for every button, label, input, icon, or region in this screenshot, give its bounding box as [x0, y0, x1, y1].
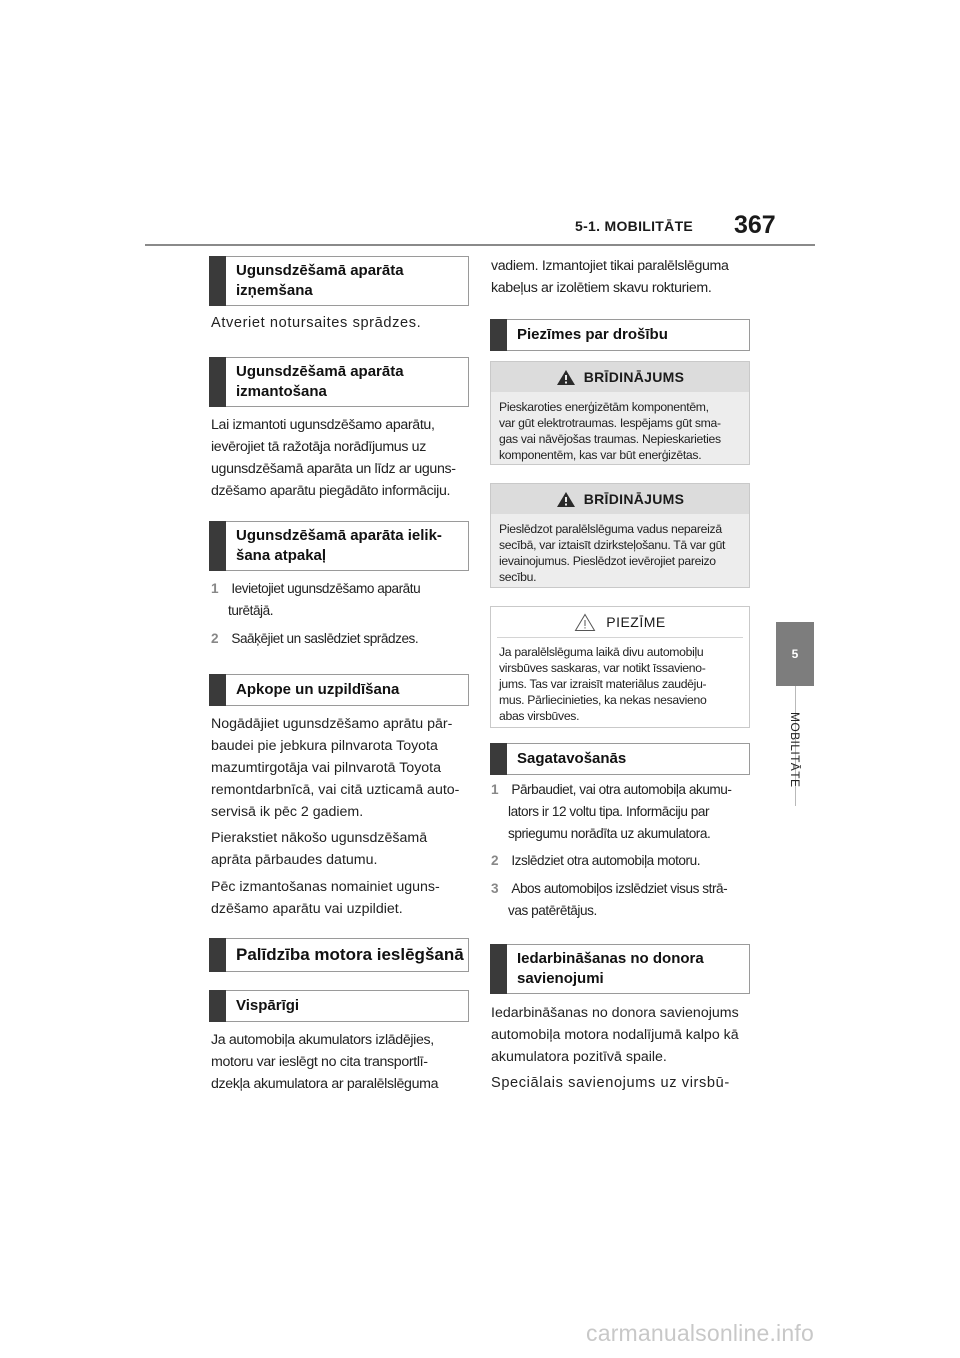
heading-jumpstart: [209, 938, 469, 972]
text-line: mus. Pārliecinieties, ka nekas nesavieno: [499, 693, 707, 707]
paragraph-usage: [211, 414, 456, 502]
list-item: [491, 779, 732, 845]
note-box: [490, 606, 750, 728]
paragraph-maintenance: [211, 713, 459, 823]
heading-text: Palīdzība motora ieslēgšanā: [236, 945, 464, 964]
text-line: Iedarbināšanas no donora savienojums: [491, 1005, 739, 1021]
text-line: ievērojiet tā ražotāja norādījumus uz: [211, 439, 426, 455]
text-line: secībā, var iztaisīt dzirksteļošanu. Tā var gūt: [499, 538, 726, 552]
heading-bar: [490, 743, 507, 775]
text-line: automobiļa motora nodalījumā kalpo kā: [491, 1027, 739, 1043]
heading-removal: [209, 256, 469, 306]
text-line: baudei pie jebkura pilnvarota Toyota: [211, 738, 438, 754]
step-text: Izslēdziet otra automobiļa motoru.: [511, 853, 701, 868]
warning-header: [491, 362, 749, 392]
warning-title: BRĪDINĀJUMS: [583, 369, 685, 385]
step-text: spriegumu norādīta uz akumulatora.: [508, 826, 711, 841]
heading-text: Ugunsdzēšamā aparāta ielik- šana atpakaļ: [236, 527, 442, 564]
chapter-number: 5: [791, 647, 799, 661]
text-line: motoru var ieslēgt no cita transportlī-: [211, 1054, 428, 1070]
text-line: Lai izmantoti ugunsdzēšamo aparātu,: [211, 417, 435, 433]
step-text: turētājā.: [228, 603, 274, 618]
paragraph-open-latches: Atveriet notursaites sprādzes.: [211, 315, 422, 331]
heading-text: Ugunsdzēšamā aparāta izņemšana: [236, 262, 404, 299]
header-divider: [145, 244, 815, 246]
paragraph-replace: [211, 876, 440, 920]
heading-text: Sagatavošanās: [517, 750, 627, 767]
chapter-tab[interactable]: [776, 622, 814, 686]
caution-triangle-icon: [574, 613, 596, 632]
note-text: [491, 638, 749, 724]
text-line: dzēšamo aparātu piegādāto informāciju.: [211, 483, 451, 499]
list-item: [491, 850, 700, 872]
step-text: vas patērētājus.: [508, 903, 597, 918]
text-line: Pieslēdzot paralēlslēguma vadus nepareizā: [499, 522, 722, 536]
heading-safety: [490, 319, 750, 351]
list-item: [491, 878, 727, 922]
heading-text: Ugunsdzēšamā aparāta izmantošana: [236, 363, 404, 400]
text-line: jums. Tas var izraisīt materiālus zaudēju-: [499, 677, 707, 691]
section-title: 5-1. MOBILITĀTE: [575, 218, 694, 234]
warning-box: [490, 361, 750, 465]
text-line: aprāta pārbaudes datumu.: [211, 852, 378, 868]
heading-bar: [490, 319, 507, 351]
text-line: var gūt elektrotraumas. Iespējams gūt sma-: [499, 416, 721, 430]
step-number: 2: [491, 853, 499, 868]
watermark: carmanualsonline.info: [586, 1320, 814, 1346]
step-number: 1: [491, 782, 499, 797]
text-line: servisā ik pēc 2 gadiem.: [211, 804, 364, 820]
note-title: PIEZĪME: [606, 614, 666, 630]
text-line: gas vai nāvējošas traumas. Nepieskarieties: [499, 432, 721, 446]
heading-bar: [209, 256, 226, 306]
text-line: Ja automobiļa akumulators izlādējies,: [211, 1032, 434, 1048]
heading-putback: [209, 521, 469, 571]
paragraph-general: [211, 1029, 438, 1095]
text-line: mazumtirgotāja vai pilnvarotā Toyota: [211, 760, 442, 776]
text-line: Pieskaroties enerģizētām komponentēm,: [499, 400, 709, 414]
text-line: Pēc izmantošanas nomainiet uguns-: [211, 879, 440, 895]
heading-bar: [209, 938, 226, 972]
warning-triangle-icon: [556, 491, 576, 508]
step-text: Abos automobiļos izslēdziet visus strā-: [511, 881, 728, 896]
text-line: remontdarbnīcā, vai citā uzticamā auto-: [211, 782, 460, 798]
heading-text: Piezīmes par drošību: [517, 326, 668, 343]
step-number: 2: [211, 631, 219, 646]
heading-maintenance: [209, 674, 469, 706]
step-text: Ievietojiet ugunsdzēšamo aparātu: [231, 581, 421, 596]
text-line: ugunsdzēšamā aparāta un līdz ar uguns-: [211, 461, 456, 477]
paragraph-special-connection: Speciālais savienojums uz virsbū-: [491, 1075, 730, 1091]
text-line: virsbūves saskaras, var notikt īssavieno-: [499, 661, 706, 675]
text-line: komponentēm, kas var būt enerģizētas.: [499, 448, 702, 462]
text-line: kabeļus ar izolētiem skavu rokturiem.: [491, 280, 712, 296]
warning-triangle-icon: [556, 369, 576, 386]
step-text: Saāķējiet un saslēdziet sprādzes.: [231, 631, 419, 646]
list-item: [211, 628, 418, 650]
warning-text: [491, 392, 749, 463]
paragraph-donor: [491, 1002, 739, 1068]
note-header: [491, 607, 749, 637]
text-line: dzekļa akumulatora ar paralēlslēguma: [211, 1076, 439, 1092]
warning-title: BRĪDINĀJUMS: [583, 491, 685, 507]
heading-general: [209, 990, 469, 1022]
step-text: Pārbaudiet, vai otra automobiļa akumu-: [511, 782, 732, 797]
text-line: Pierakstiet nākošo ugunsdzēšamā: [211, 830, 428, 846]
heading-bar: [209, 990, 226, 1022]
heading-text: Apkope un uzpildīšana: [236, 681, 400, 698]
step-number: 1: [211, 581, 219, 596]
step-text: lators ir 12 voltu tipa. Informāciju par: [508, 804, 710, 819]
warning-box: [490, 483, 750, 588]
heading-donor: [490, 944, 750, 994]
heading-bar: [490, 944, 507, 994]
heading-text: Vispārīgi: [236, 997, 300, 1014]
list-item: [211, 578, 420, 622]
page-number: 367: [734, 211, 776, 239]
paragraph-continued: [491, 255, 729, 299]
warning-text: [491, 514, 749, 585]
text-line: Nogādājiet ugunsdzēšamo aprātu pār-: [211, 716, 453, 732]
text-line: dzēšamo aparātu vai uzpildiet.: [211, 901, 403, 917]
heading-bar: [209, 357, 226, 407]
heading-usage: [209, 357, 469, 407]
step-number: 3: [491, 881, 499, 896]
heading-bar: [209, 674, 226, 706]
text-line: abas virsbūves.: [499, 709, 580, 723]
paragraph-record-date: [211, 827, 427, 871]
text-line: secību.: [499, 570, 537, 584]
heading-bar: [209, 521, 226, 571]
text-line: vadiem. Izmantojiet tikai paralēlslēguma: [491, 258, 729, 274]
text-line: akumulatora pozitīvā spaile.: [491, 1049, 667, 1065]
text-line: ievainojumus. Pieslēdzot ievērojiet pareizo: [499, 554, 716, 568]
heading-text: Iedarbināšanas no donora savienojumi: [517, 950, 704, 987]
heading-preparation: [490, 743, 750, 775]
text-line: Ja paralēlslēguma laikā divu automobiļu: [499, 645, 704, 659]
chapter-label: MOBILITĀTE: [788, 712, 802, 788]
warning-header: [491, 484, 749, 514]
